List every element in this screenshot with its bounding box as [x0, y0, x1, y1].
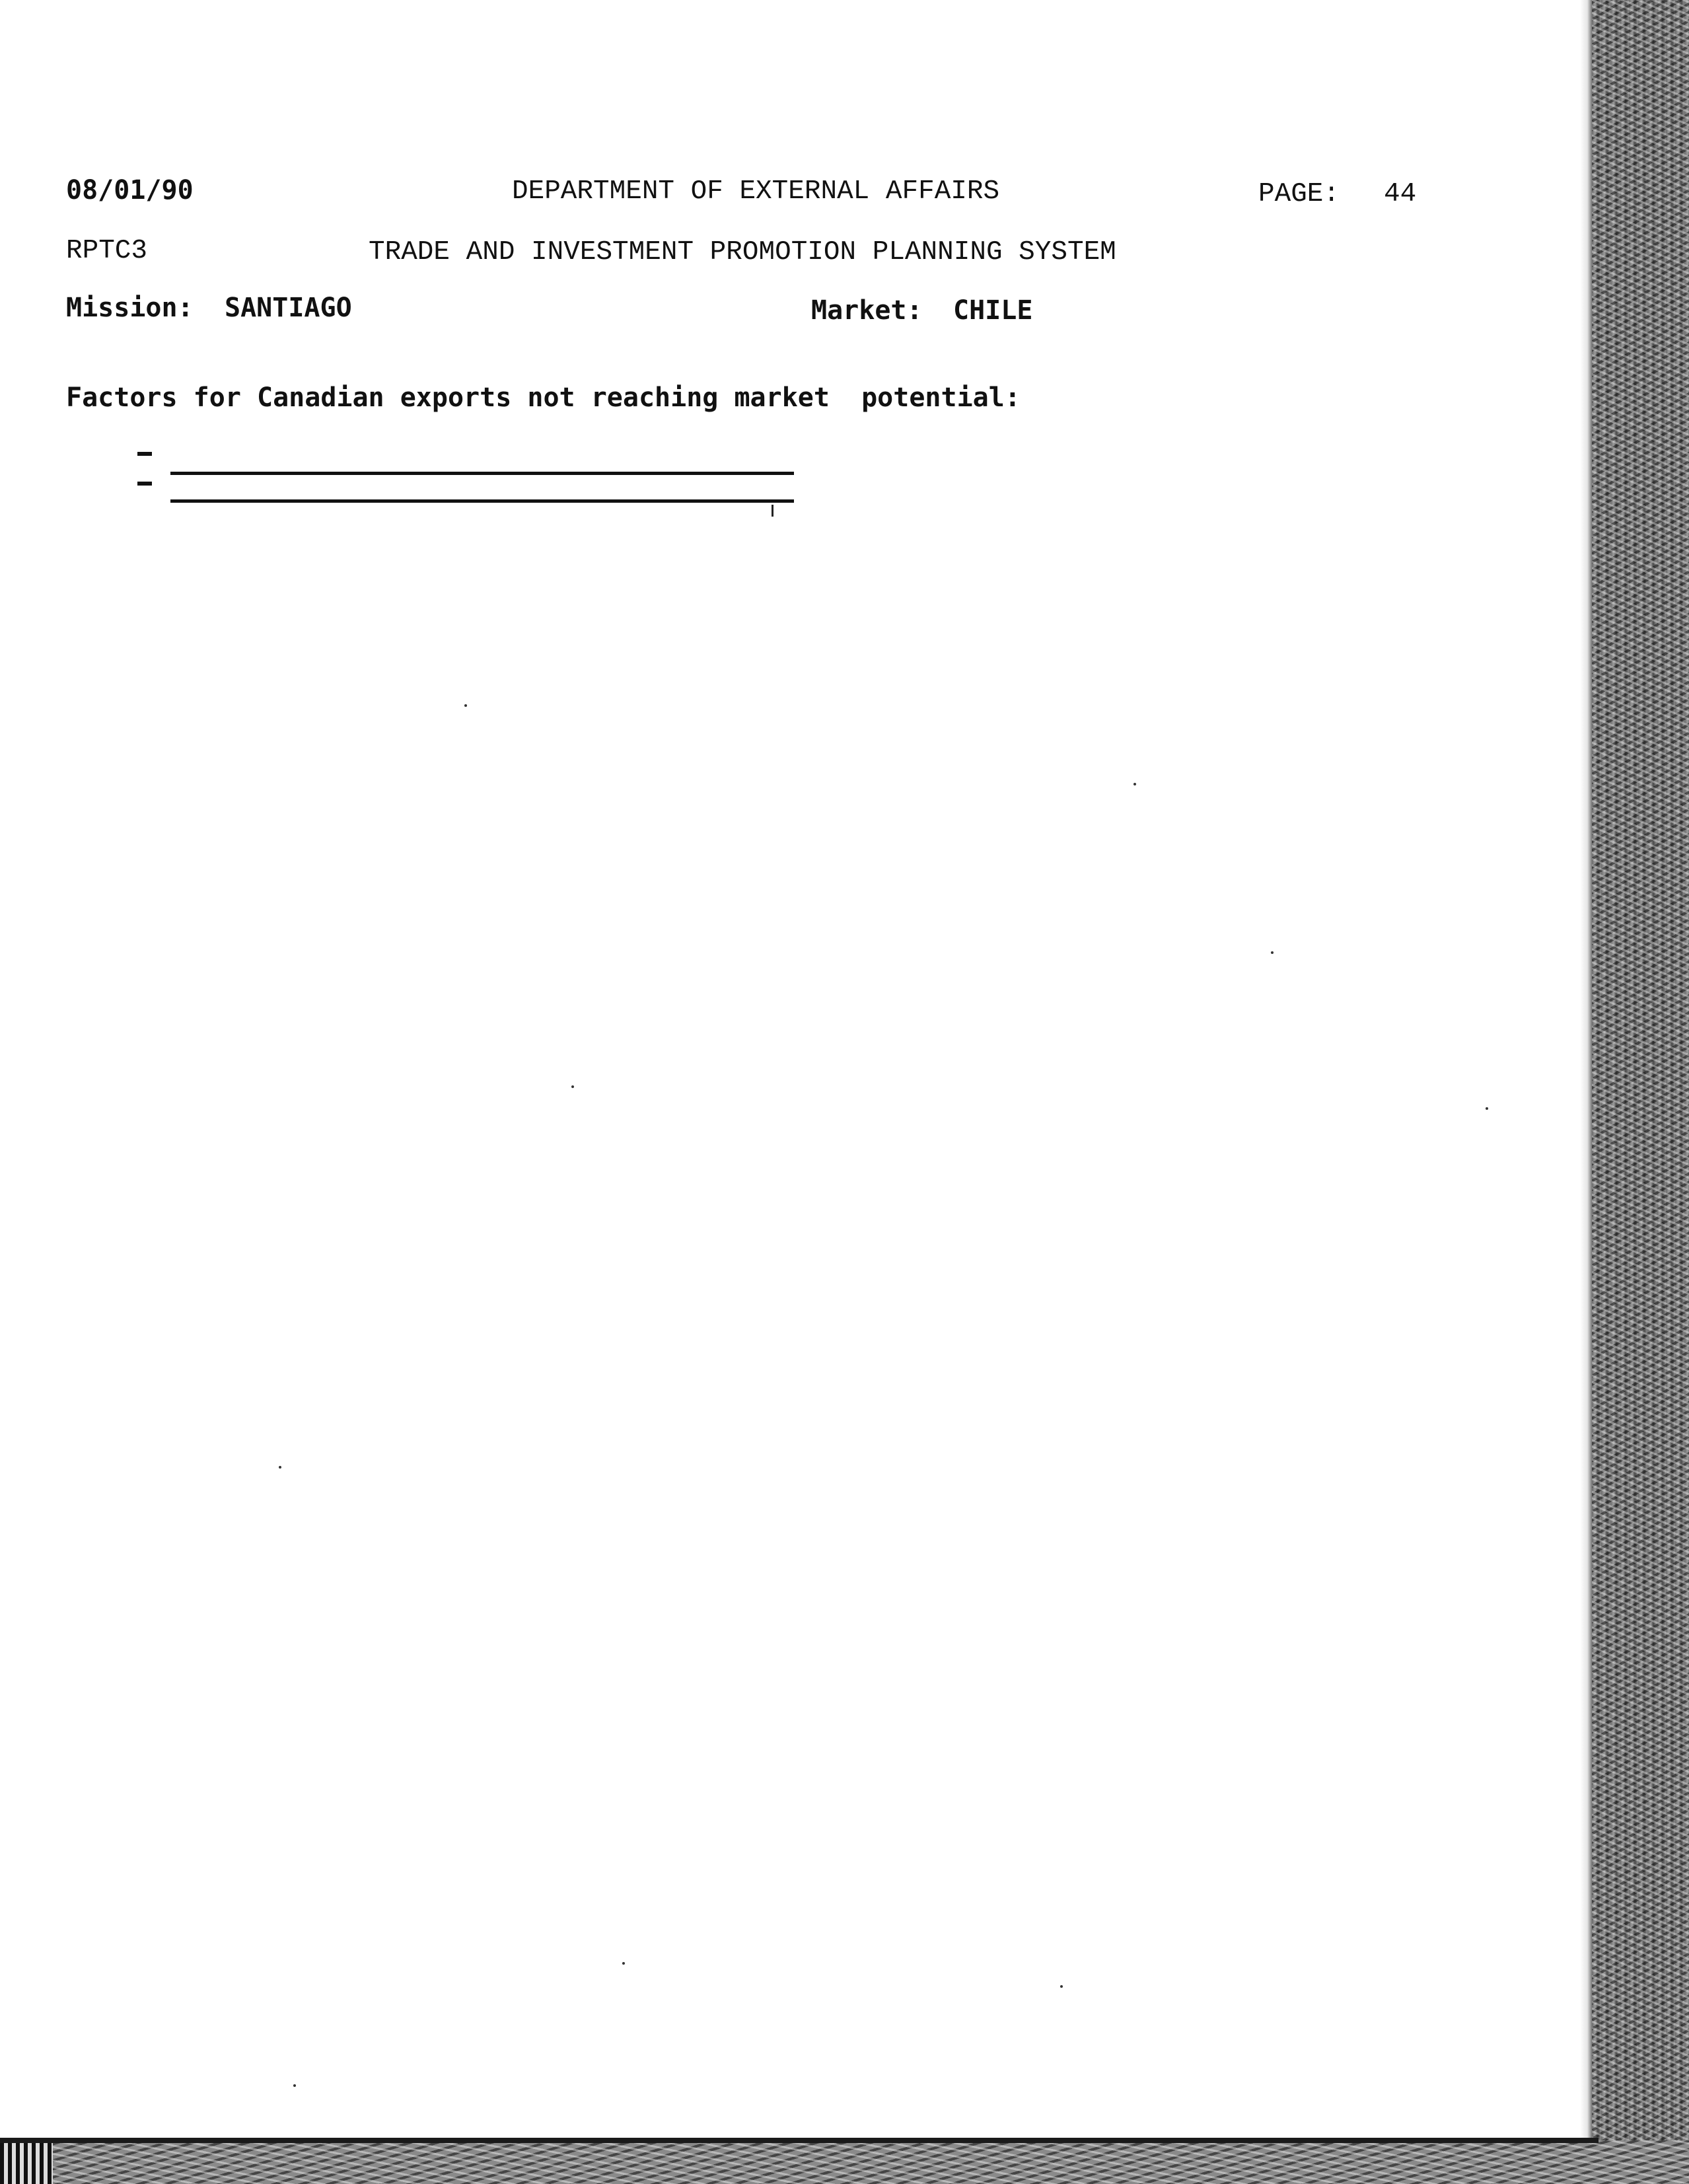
system-title: TRADE AND INVESTMENT PROMOTION PLANNING SYSTEM	[369, 237, 1116, 268]
market-value: CHILE	[953, 295, 1033, 326]
blank-answer-line	[170, 499, 794, 503]
market-label: Market:	[811, 295, 923, 326]
stray-mark	[772, 505, 773, 517]
scan-speck	[1133, 783, 1136, 785]
mission-value: SANTIAGO	[225, 293, 352, 323]
scan-speck	[571, 1085, 574, 1088]
report-code: RPTC3	[66, 236, 148, 266]
mission-label: Mission:	[66, 293, 194, 323]
scan-edge-bottom-left	[0, 2143, 53, 2184]
scan-speck	[279, 1466, 281, 1469]
scan-speck	[622, 1962, 625, 1965]
scan-speck	[1271, 951, 1274, 954]
bullet-dash	[137, 452, 152, 456]
scan-speck	[293, 2084, 296, 2087]
scan-edge-right	[1592, 0, 1689, 2184]
scan-edge-bottom-line	[0, 2138, 1599, 2143]
scan-speck	[1060, 1985, 1063, 1988]
bullet-dash	[137, 482, 152, 486]
scan-speck	[1486, 1107, 1488, 1110]
scan-speck	[464, 704, 467, 707]
scan-edge-bottom	[0, 2140, 1689, 2184]
factors-heading: Factors for Canadian exports not reaching market potential:	[66, 382, 1021, 413]
blank-answer-line	[170, 472, 794, 475]
page-label: PAGE:	[1258, 179, 1340, 209]
department-title: DEPARTMENT OF EXTERNAL AFFAIRS	[512, 176, 1000, 207]
report-date: 08/01/90	[66, 175, 194, 205]
page-number: 44	[1384, 179, 1417, 209]
